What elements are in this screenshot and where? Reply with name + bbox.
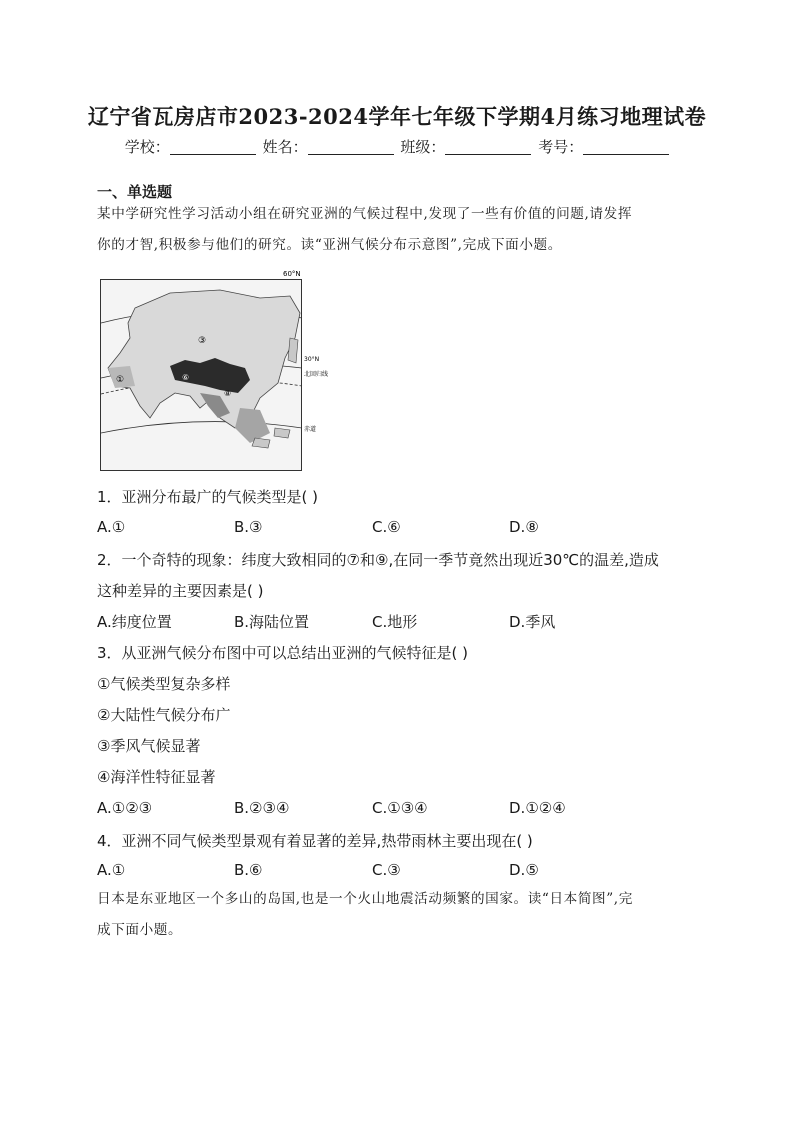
class-blank[interactable] — [445, 138, 531, 155]
question-3-stem: 3．从亚洲气候分布图中可以总结出亚洲的气候特征是( ) — [97, 644, 469, 662]
island — [288, 338, 298, 363]
q1-option-b[interactable]: B.③ — [234, 518, 263, 536]
name-label: 姓名： — [262, 138, 308, 156]
q2-option-d[interactable]: D.季风 — [509, 613, 556, 631]
q4-option-b[interactable]: B.⑥ — [234, 861, 263, 879]
q3-statement-2: ②大陆性气候分布广 — [97, 706, 231, 724]
exam-number-field — [538, 136, 669, 157]
intro-japan-line-2: 成下面小题。 — [97, 922, 183, 938]
q4-option-c[interactable]: C.③ — [372, 861, 401, 879]
intro-asia-line-2: 你的才智,积极参与他们的研究。读“亚洲气候分布示意图”,完成下面小题。 — [97, 237, 562, 253]
region-marker-8: ⑧ — [224, 389, 232, 398]
page-title: 辽宁省瓦房店市2023-2024学年七年级下学期4月练习地理试卷 — [87, 104, 707, 129]
q2-option-a[interactable]: A.纬度位置 — [97, 613, 172, 631]
intro-asia-line-1: 某中学研究性学习活动小组在研究亚洲的气候过程中,发现了一些有价值的问题,请发挥 — [97, 206, 633, 222]
q3-statement-4: ④海洋性特征显著 — [97, 768, 216, 786]
exam-number-blank[interactable] — [583, 138, 669, 155]
section-title: 一、单选题 — [97, 183, 173, 201]
q3-option-b[interactable]: B.②③④ — [234, 799, 290, 817]
q3-statement-1: ①气候类型复杂多样 — [97, 675, 231, 693]
island — [252, 438, 270, 448]
q3-option-d[interactable]: D.①②④ — [509, 799, 566, 817]
question-4-stem: 4．亚洲不同气候类型景观有着显著的差异,热带雨林主要出现在( ) — [97, 832, 533, 850]
lat-30-label: 30°N — [304, 356, 320, 363]
school-field — [125, 136, 256, 157]
intro-paragraph-japan — [97, 884, 697, 946]
region-marker-6: ⑥ — [182, 373, 190, 382]
q1-option-d[interactable]: D.⑧ — [509, 518, 539, 536]
intro-paragraph-asia — [97, 199, 697, 261]
asia-climate-map — [100, 268, 329, 471]
q3-statement-3: ③季风气候显著 — [97, 737, 201, 755]
question-2-stem-line-1: 2．一个奇特的现象：纬度大致相同的⑦和⑨,在同一季节竟然出现近30℃的温差,造成 — [97, 551, 659, 569]
tropic-label: 北回归线 — [304, 371, 329, 378]
student-info-row — [0, 136, 794, 157]
q2-option-b[interactable]: B.海陆位置 — [234, 613, 310, 631]
lat-60-label: 60°N — [283, 270, 301, 278]
class-label: 班级： — [400, 138, 446, 156]
school-label: 学校： — [124, 138, 170, 156]
q4-option-d[interactable]: D.⑤ — [509, 861, 539, 879]
q2-option-c[interactable]: C.地形 — [372, 613, 418, 631]
island — [274, 428, 290, 438]
q1-option-c[interactable]: C.⑥ — [372, 518, 401, 536]
name-blank[interactable] — [308, 138, 394, 155]
school-blank[interactable] — [170, 138, 256, 155]
class-field — [400, 136, 531, 157]
question-1-stem: 1．亚洲分布最广的气候类型是( ) — [97, 488, 319, 506]
question-2-stem-line-2: 这种差异的主要因素是( ) — [97, 582, 264, 600]
region-marker-1: ① — [116, 375, 125, 385]
name-field — [263, 136, 394, 157]
q3-option-c[interactable]: C.①③④ — [372, 799, 428, 817]
equator-label: 赤道 — [304, 426, 317, 433]
q3-option-a[interactable]: A.①②③ — [97, 799, 153, 817]
q4-option-a[interactable]: A.① — [97, 861, 126, 879]
region-marker-3: ③ — [198, 336, 207, 346]
exam-number-label: 考号： — [538, 138, 584, 156]
q1-option-a[interactable]: A.① — [97, 518, 126, 536]
intro-japan-line-1: 日本是东亚地区一个多山的岛国,也是一个火山地震活动频繁的国家。读“日本简图”,完 — [97, 891, 633, 907]
